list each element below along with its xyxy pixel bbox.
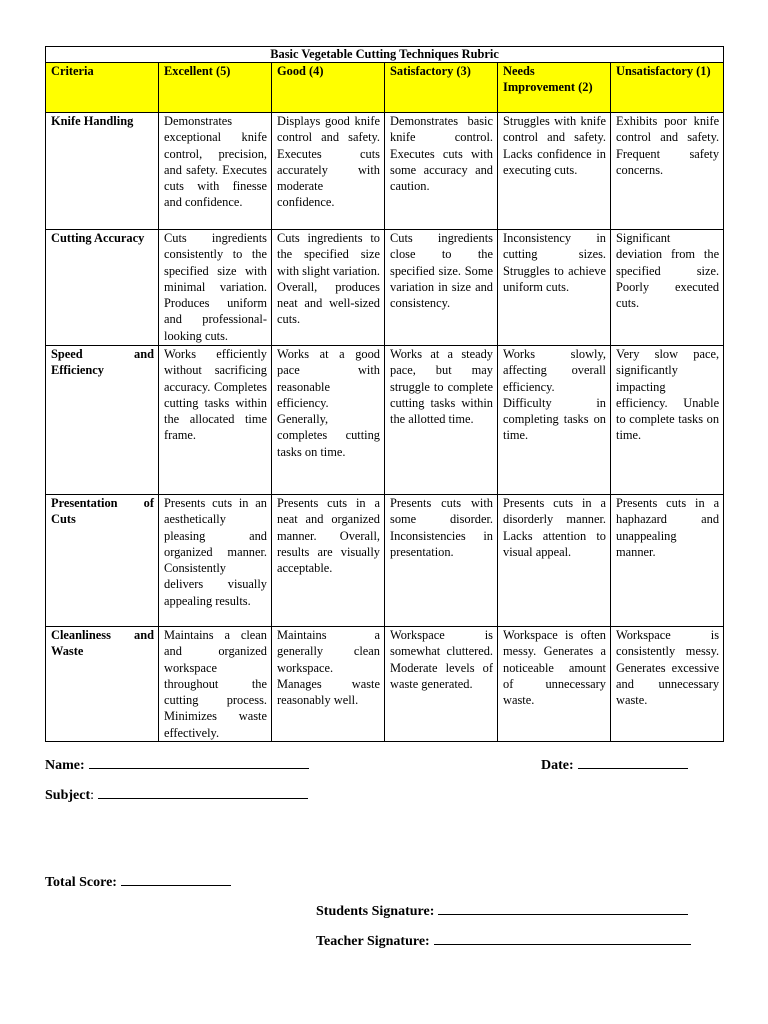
table-row (46, 113, 724, 230)
table-cell: Inconsistency in cutting sizes. Struggles to achieve uniform cuts. (498, 230, 611, 346)
subject-colon: : (90, 788, 95, 803)
table-cell: Presents cuts with some disorder. Inconsistencies in presentation. (385, 495, 498, 627)
header-satisfactory: Satisfactory (3) (385, 63, 498, 113)
subject-label: Subject (45, 788, 91, 803)
student-signature-blank[interactable] (438, 902, 688, 915)
header-unsatisfactory: Unsatisfactory (1) (611, 63, 724, 113)
total-score-field (45, 873, 231, 891)
table-cell: Displays good knife control and safety. Executes cuts accurately with moderate confidence. (272, 113, 385, 230)
table-cell: Significant deviation from the specified size. Poorly executed cuts. (611, 230, 724, 346)
criteria-cell: Speed and Efficiency (46, 346, 159, 495)
teacher-signature-label: Teacher Signature: (316, 934, 430, 949)
criteria-cell: Presentation of Cuts (46, 495, 159, 627)
table-cell: Demonstrates basic knife control. Executes cuts with some accuracy and caution. (385, 113, 498, 230)
table-row (46, 627, 724, 742)
table-cell: Struggles with knife control and safety. Lacks confidence in executing cuts. (498, 113, 611, 230)
header-excellent: Excellent (5) (159, 63, 272, 113)
date-field (541, 756, 688, 774)
table-cell: Workspace is consistently messy. Generates excessive and unnecessary waste. (611, 627, 724, 742)
date-blank[interactable] (578, 756, 688, 769)
criteria-cell: Cleanliness and Waste (46, 627, 159, 742)
student-signature-field (316, 902, 688, 920)
table-cell: Works slowly, affecting overall efficiency. Difficulty in completing tasks on time. (498, 346, 611, 495)
table-cell: Cuts ingredients close to the specified size. Some variation in size and consistency. (385, 230, 498, 346)
teacher-signature-blank[interactable] (434, 932, 691, 945)
table-row (46, 230, 724, 346)
name-field (45, 756, 309, 774)
name-label: Name: (45, 758, 85, 773)
table-cell: Presents cuts in a haphazard and unappealing manner. (611, 495, 724, 627)
table-cell: Maintains a clean and organized workspace throughout the cutting process. Minimizes waste effectively. (159, 627, 272, 742)
criteria-cell: Knife Handling (46, 113, 159, 230)
total-score-blank[interactable] (121, 873, 231, 886)
subject-blank[interactable] (98, 786, 308, 799)
table-cell: Works at a good pace with reasonable efficiency. Generally, completes cutting tasks on time. (272, 346, 385, 495)
table-cell: Cuts ingredients consistently to the specified size with minimal variation. Produces uniform and professional-looking cuts. (159, 230, 272, 346)
name-blank[interactable] (89, 756, 309, 769)
table-cell: Works at a steady pace, but may struggle to complete cutting tasks within the allotted time. (385, 346, 498, 495)
table-cell: Cuts ingredients to the specified size with slight variation. Overall, produces neat and well-sized cuts. (272, 230, 385, 346)
header-needs-improvement: Needs Improvement (2) (498, 63, 611, 113)
date-label: Date: (541, 758, 574, 773)
table-cell: Maintains a generally clean workspace. Manages waste reasonably well. (272, 627, 385, 742)
table-row (46, 346, 724, 495)
teacher-signature-field (316, 932, 691, 950)
table-row (46, 495, 724, 627)
subject-field (45, 786, 308, 804)
student-signature-label: Students Signature: (316, 904, 435, 919)
table-cell: Workspace is somewhat cluttered. Moderate levels of waste generated. (385, 627, 498, 742)
header-good: Good (4) (272, 63, 385, 113)
rubric-title: Basic Vegetable Cutting Techniques Rubric (46, 47, 724, 63)
table-cell: Presents cuts in a neat and organized manner. Overall, results are visually acceptable. (272, 495, 385, 627)
table-cell: Workspace is often messy. Generates a noticeable amount of unnecessary waste. (498, 627, 611, 742)
table-cell: Presents cuts in an aesthetically pleasing and organized manner. Consistently delivers visually appealing results. (159, 495, 272, 627)
header-criteria: Criteria (46, 63, 159, 113)
table-cell: Works efficiently without sacrificing accuracy. Completes cutting tasks within the allocated time frame. (159, 346, 272, 495)
criteria-cell: Cutting Accuracy (46, 230, 159, 346)
header-row (46, 63, 724, 113)
table-cell: Exhibits poor knife control and safety. Frequent safety concerns. (611, 113, 724, 230)
table-cell: Presents cuts in a disorderly manner. Lacks attention to visual appeal. (498, 495, 611, 627)
rubric-table (45, 46, 724, 742)
total-score-label: Total Score: (45, 875, 117, 890)
table-cell: Demonstrates exceptional knife control, precision, and safety. Executes cuts with finesse and confidence. (159, 113, 272, 230)
table-cell: Very slow pace, significantly impacting efficiency. Unable to complete tasks on time. (611, 346, 724, 495)
